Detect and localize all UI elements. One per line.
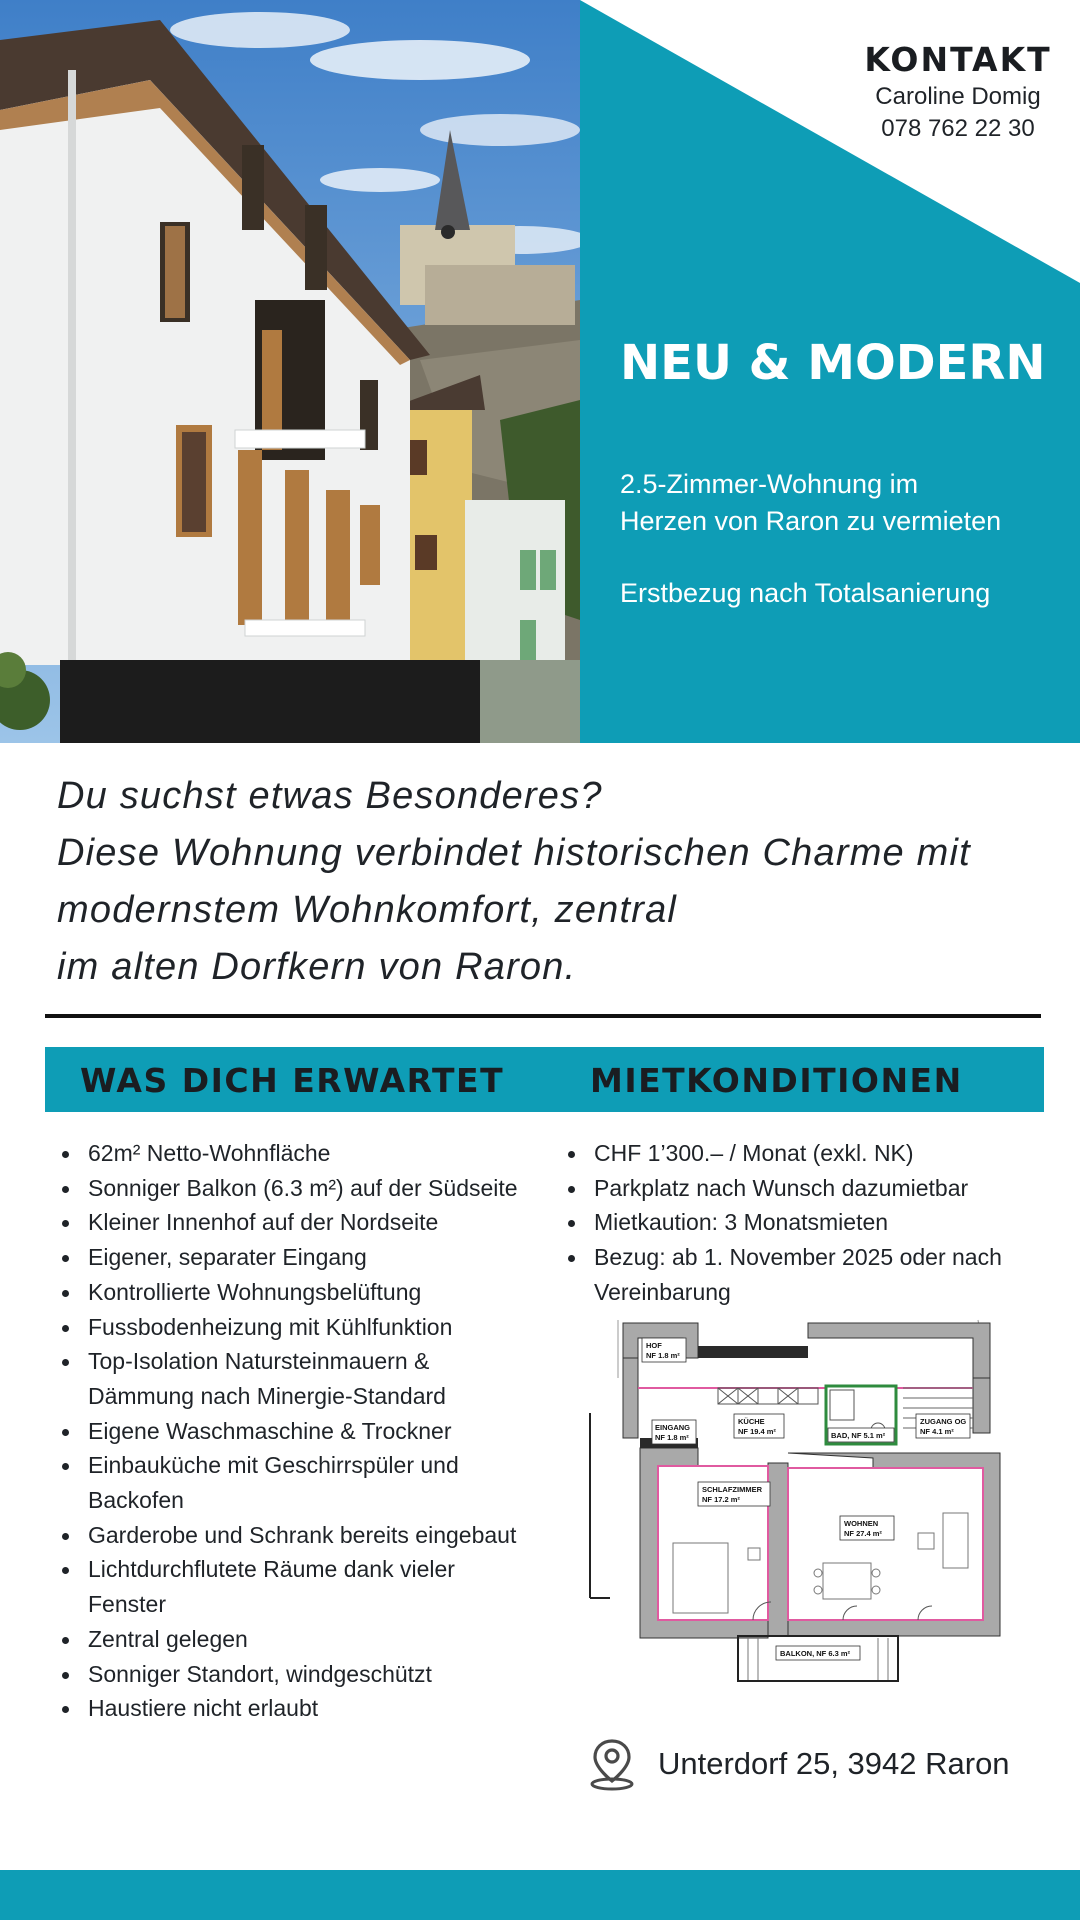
address-text[interactable]: Unterdorf 25, 3942 Raron	[658, 1746, 1010, 1781]
contact-title: KONTAKT	[864, 40, 1052, 79]
intro-line-3: modernstem Wohnkomfort, zentral	[57, 889, 678, 931]
plan-label-schlafzimmer: SCHLAFZIMMER	[702, 1485, 762, 1494]
list-item: Parkplatz nach Wunsch dazumietbar	[594, 1171, 1054, 1206]
intro-line-4: im alten Dorfkern von Raron.	[57, 946, 577, 988]
list-item: Lichtdurchflutete Räume dank vieler Fenster	[88, 1552, 528, 1621]
plan-area-eingang: NF 1.8 m²	[655, 1433, 689, 1442]
contact-name: Caroline Domig	[875, 83, 1041, 110]
hero-headline: NEU & MODERN	[620, 335, 1046, 391]
list-item: Bezug: ab 1. November 2025 oder nach Vereinbarung	[594, 1240, 1054, 1309]
list-item: Einbauküche mit Geschirrspüler und Backofen	[88, 1448, 528, 1517]
plan-label-wohnen: WOHNEN	[844, 1519, 879, 1528]
hero-line-3: Erstbezug nach Totalsanierung	[620, 578, 991, 608]
building-photo	[0, 0, 580, 743]
conditions-list	[594, 1136, 1054, 1310]
divider	[45, 1014, 1041, 1018]
hero-description	[620, 466, 1050, 540]
plan-area-hof: NF 1.8 m²	[646, 1351, 680, 1360]
list-item: Garderobe und Schrank bereits eingebaut	[88, 1518, 528, 1553]
plan-label-kueche: KÜCHE	[738, 1417, 765, 1426]
building-photo-illustration	[0, 0, 580, 743]
list-item: Haustiere nicht erlaubt	[88, 1691, 528, 1726]
plan-label-bad: BAD, NF 5.1 m²	[831, 1431, 886, 1440]
list-item: Eigener, separater Eingang	[88, 1240, 528, 1275]
plan-label-balkon: BALKON, NF 6.3 m²	[780, 1649, 851, 1658]
plan-label-hof: HOF	[646, 1341, 662, 1350]
intro-text	[57, 768, 1047, 996]
hero-line-1: 2.5-Zimmer-Wohnung im	[620, 469, 919, 499]
list-item: Sonniger Balkon (6.3 m²) auf der Südseite	[88, 1171, 528, 1206]
plan-area-zugang: NF 4.1 m²	[920, 1427, 954, 1436]
intro-line-2: Diese Wohnung verbindet historischen Charme mit	[57, 832, 971, 874]
address-block	[588, 1737, 1010, 1791]
list-item: Kleiner Innenhof auf der Nordseite	[88, 1205, 528, 1240]
contact-phone[interactable]: 078 762 22 30	[881, 115, 1035, 142]
features-title: WAS DICH ERWARTET	[80, 1061, 505, 1100]
hero-section	[0, 0, 1080, 743]
footer-bar	[0, 1870, 1080, 1920]
plan-label-zugang: ZUGANG OG	[920, 1417, 967, 1426]
conditions-title: MIETKONDITIONEN	[590, 1061, 963, 1100]
plan-label-eingang: EINGANG	[655, 1423, 691, 1432]
list-item: Fussbodenheizung mit Kühlfunktion	[88, 1310, 528, 1345]
floor-plan	[588, 1318, 1013, 1688]
list-item: Mietkaution: 3 Monatsmieten	[594, 1205, 1054, 1240]
list-item: CHF 1’300.– / Monat (exkl. NK)	[594, 1136, 1054, 1171]
list-item: Top-Isolation Natursteinmauern & Dämmung nach Minergie-Standard	[88, 1344, 528, 1413]
list-item: Sonniger Standort, windgeschützt	[88, 1657, 528, 1692]
section-header-bar	[45, 1047, 1044, 1112]
map-pin-icon	[588, 1737, 636, 1791]
plan-area-wohnen: NF 27.4 m²	[844, 1529, 882, 1538]
list-item: 62m² Netto-Wohnfläche	[88, 1136, 528, 1171]
contact-block	[858, 40, 1058, 143]
intro-line-1: Du suchst etwas Besonderes?	[57, 775, 603, 817]
list-item: Zentral gelegen	[88, 1622, 528, 1657]
features-list	[88, 1136, 528, 1726]
list-item: Kontrollierte Wohnungsbelüftung	[88, 1275, 528, 1310]
hero-line-2: Herzen von Raron zu vermieten	[620, 506, 1002, 536]
plan-area-kueche: NF 19.4 m²	[738, 1427, 776, 1436]
list-item: Eigene Waschmaschine & Trockner	[88, 1414, 528, 1449]
plan-area-schlafzimmer: NF 17.2 m²	[702, 1495, 740, 1504]
